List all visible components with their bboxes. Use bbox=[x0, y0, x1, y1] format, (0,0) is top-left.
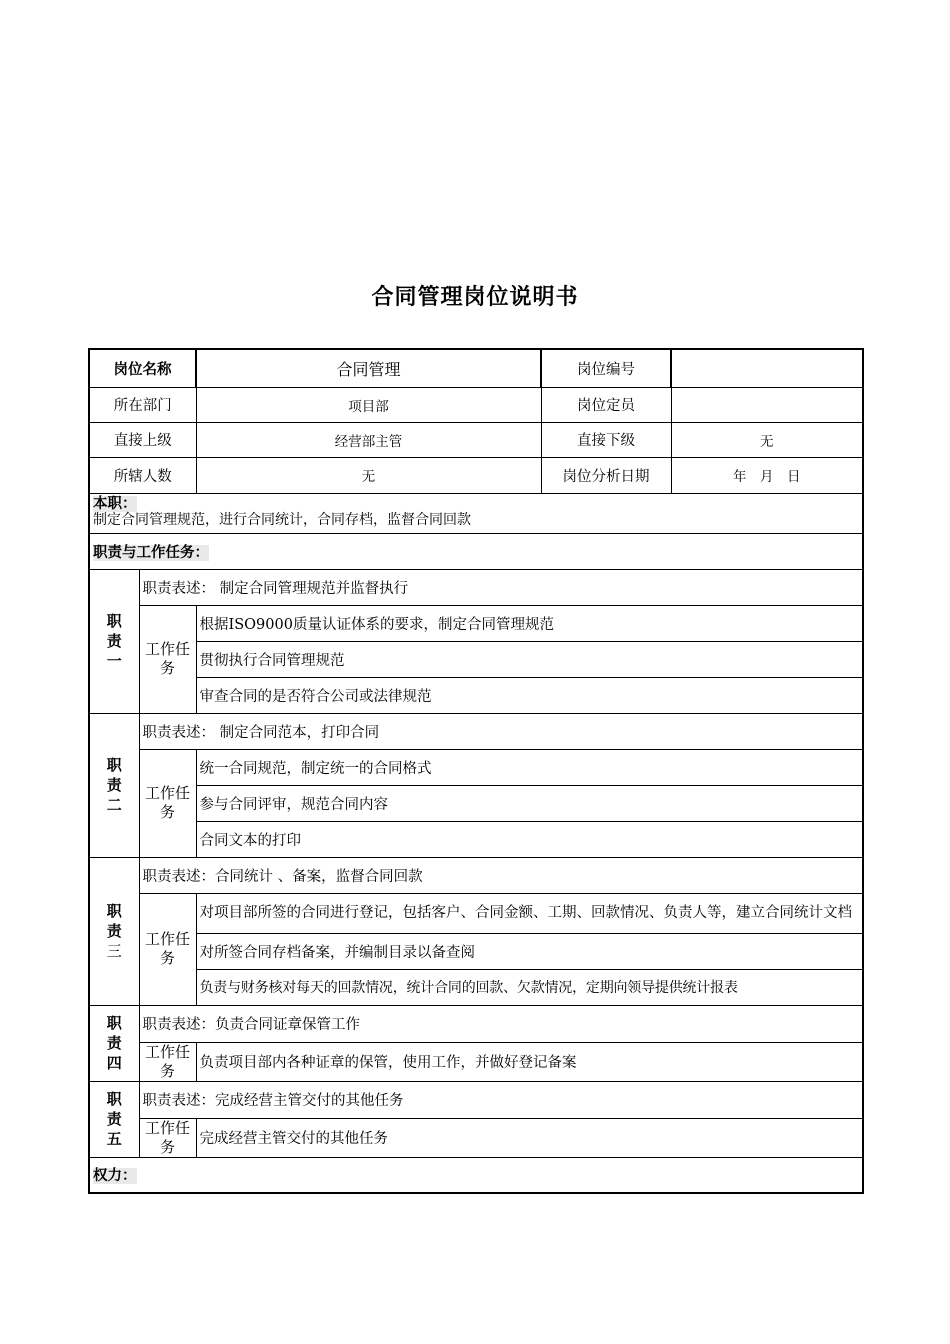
authority-label: 权力： bbox=[93, 1168, 137, 1185]
staffing-value bbox=[671, 387, 863, 422]
duty-2-task-1: 统一合同规范，制定统一的合同格式 bbox=[196, 749, 863, 785]
position-number-value bbox=[671, 349, 863, 387]
duty-4-task-1: 负责项目部内各种证章的保管，使用工作，并做好登记备案 bbox=[196, 1042, 863, 1081]
duty-2-task-label: 工作任务 bbox=[139, 749, 196, 857]
role-text: 制定合同管理规范，进行合同统计，合同存档，监督合同回款 bbox=[93, 511, 471, 528]
duty-2-statement: 职责表述： 制定合同范本，打印合同 bbox=[139, 713, 863, 749]
duty-3-task-label: 工作任务 bbox=[139, 893, 196, 1005]
duty-2-name: 职 责 二 bbox=[89, 713, 139, 857]
duty-3-task-3: 负责与财务核对每天的回款情况，统计合同的回款、欠款情况，定期向领导提供统计报表 bbox=[196, 969, 863, 1005]
analysis-date-label: 岗位分析日期 bbox=[541, 457, 671, 493]
role-cell bbox=[89, 493, 863, 533]
duty-4-task-label: 工作任务 bbox=[139, 1042, 196, 1081]
position-number-label: 岗位编号 bbox=[541, 349, 671, 387]
duty-4-statement: 职责表述：负责合同证章保管工作 bbox=[139, 1005, 863, 1042]
duty-2-task-3: 合同文本的打印 bbox=[196, 821, 863, 857]
duty-5-task-label: 工作任务 bbox=[139, 1118, 196, 1157]
headcount-value: 无 bbox=[196, 457, 541, 493]
duty-3-statement: 职责表述：合同统计 、备案，监督合同回款 bbox=[139, 857, 863, 893]
role-label: 本职： bbox=[93, 495, 137, 512]
duty-1-task-3: 审查合同的是否符合公司或法律规范 bbox=[196, 677, 863, 713]
duty-3-task-1: 对项目部所签的合同进行登记，包括客户、合同金额、工期、回款情况、负责人等，建立合同统计文档 bbox=[196, 893, 863, 933]
duty-1-task-1: 根据ISO9000质量认证体系的要求，制定合同管理规范 bbox=[196, 605, 863, 641]
analysis-date-value: 年 月 日 bbox=[671, 457, 863, 493]
duty-3-name: 职 责 三 bbox=[89, 857, 139, 1005]
duty-1-statement: 职责表述： 制定合同管理规范并监督执行 bbox=[139, 569, 863, 605]
headcount-label: 所辖人数 bbox=[89, 457, 196, 493]
duty-5-statement: 职责表述：完成经营主管交付的其他任务 bbox=[139, 1081, 863, 1118]
direct-superior-value: 经营部主管 bbox=[196, 422, 541, 457]
duty-2-task-2: 参与合同评审，规范合同内容 bbox=[196, 785, 863, 821]
staffing-label: 岗位定员 bbox=[541, 387, 671, 422]
duty-5-task-1: 完成经营主管交付的其他任务 bbox=[196, 1118, 863, 1157]
page-title: 合同管理岗位说明书 bbox=[371, 285, 579, 310]
duty-3-task-2: 对所签合同存档备案，并编制目录以备查阅 bbox=[196, 933, 863, 969]
authority-cell bbox=[89, 1157, 863, 1193]
duties-heading: 职责与工作任务： bbox=[93, 544, 209, 561]
duty-1-name: 职 责 一 bbox=[89, 569, 139, 713]
direct-subordinate-label: 直接下级 bbox=[541, 422, 671, 457]
job-description-table bbox=[88, 348, 864, 1194]
duty-4-name: 职 责 四 bbox=[89, 1005, 139, 1081]
duty-1-task-label: 工作任务 bbox=[139, 605, 196, 713]
duty-5-name: 职 责 五 bbox=[89, 1081, 139, 1157]
duty-1-task-2: 贯彻执行合同管理规范 bbox=[196, 641, 863, 677]
department-value: 项目部 bbox=[196, 387, 541, 422]
department-label: 所在部门 bbox=[89, 387, 196, 422]
direct-superior-label: 直接上级 bbox=[89, 422, 196, 457]
position-name-label: 岗位名称 bbox=[89, 349, 196, 387]
position-name-value: 合同管理 bbox=[196, 349, 541, 387]
duties-heading-cell bbox=[89, 533, 863, 569]
direct-subordinate-value: 无 bbox=[671, 422, 863, 457]
